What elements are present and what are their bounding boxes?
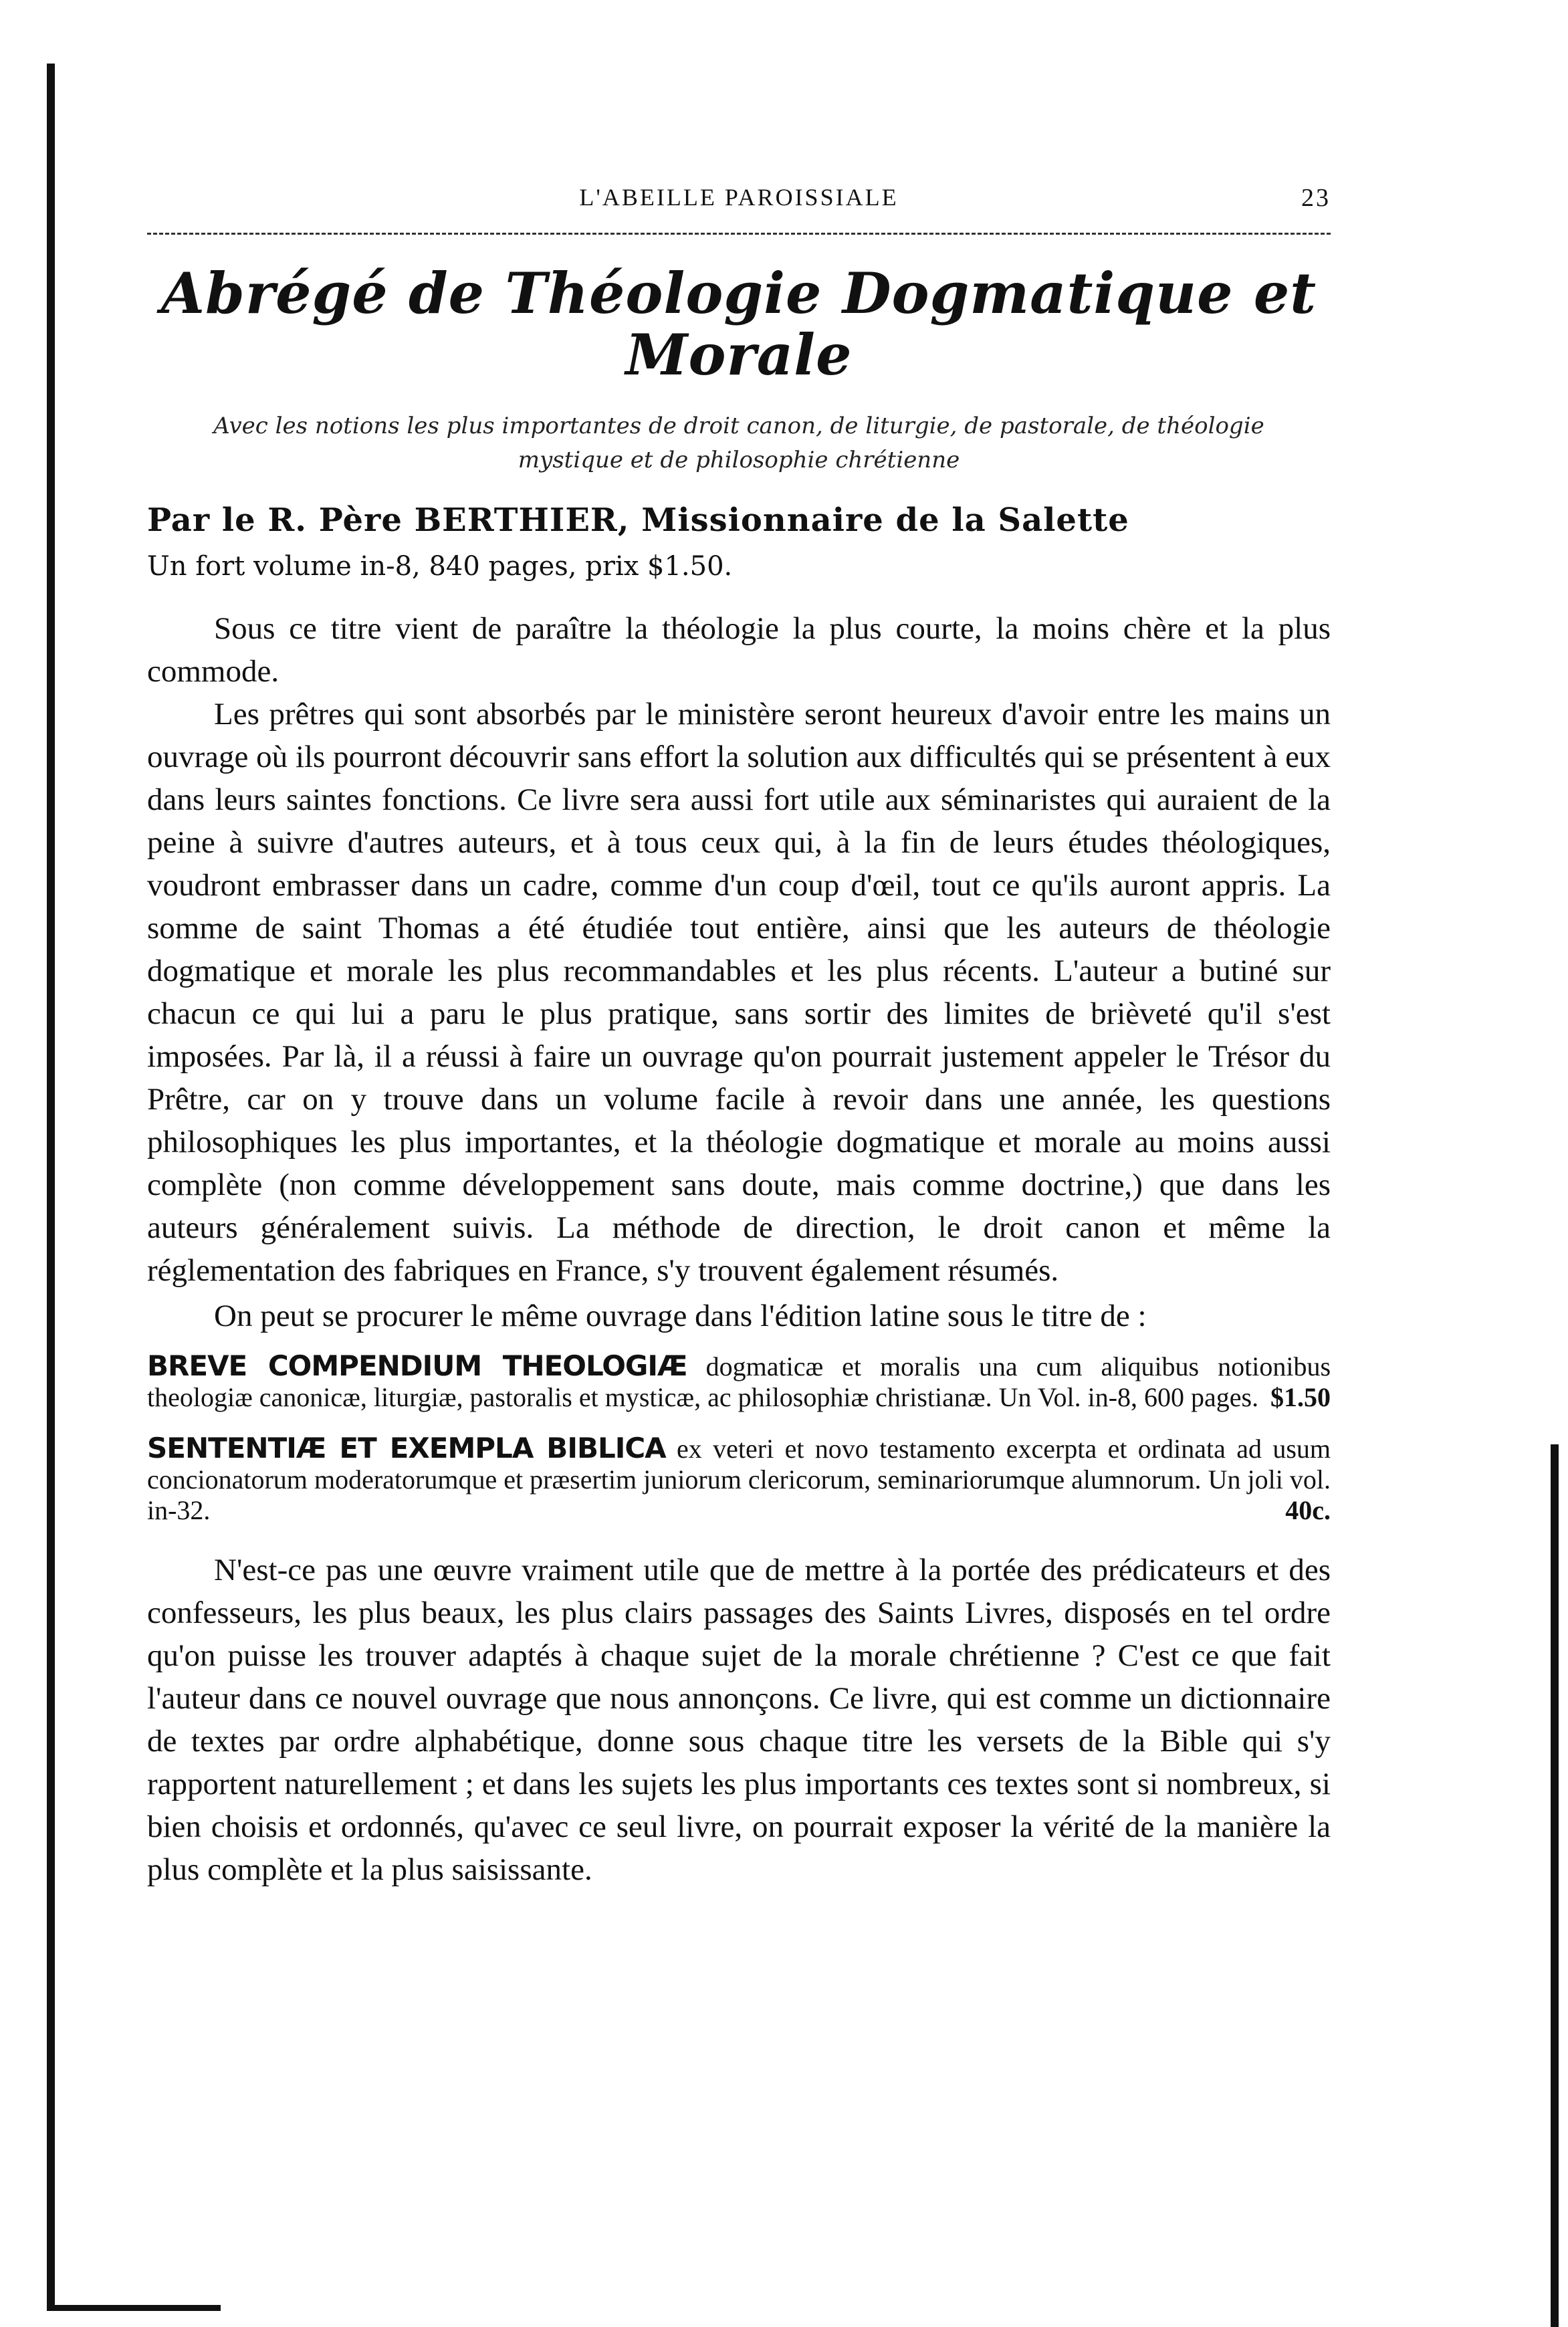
page [147,181,1331,1891]
author-line: Par le R. Père BERTHIER, Missionnaire de la Salette [147,501,1129,539]
book-entry [147,1351,1331,1413]
book-description: ex veteri et novo testamento excerpta et ordinata ad usum concionatorum moderatorumque et præsertim juniorum clericorum, seminariorumque alumnorum. Un joli vol. in-32. [147,1433,1331,1525]
book-title: BREVE COMPENDIUM THEOLOGIÆ [147,1349,687,1382]
book-title: SENTENTIÆ ET EXEMPLA BIBLICA [147,1431,666,1464]
book-description: dogmaticæ et moralis una cum aliquibus notionibus theologiæ canonicæ, liturgiæ, pastoralis et mysticæ, ac philosophiæ christianæ. Un Vol. in-8, 600 pages. [147,1351,1331,1412]
book-list [147,1351,1331,1526]
page-number: 23 [1301,184,1331,212]
paragraph-closing: N'est-ce pas une œuvre vraiment utile que de mettre à la portée des prédicateurs et des confesseurs, les plus beaux, les plus clairs passages des Saints Livres, disposés en tel ordre qu'on puisse les trouver adaptés à chaque sujet de la morale chrétienne ? C'est ce que fait l'auteur dans ce nouvel ouvrage que nous annonçons. Ce livre, qui est comme un dictionnaire de textes par ordre alphabétique, donne sous chaque titre les versets de la Bible qui s'y rapportent naturellement ; et dans les sujets les plus importants ces textes sont si nombreux, si bien choisis et ordonnés, qu'avec ce seul livre, on pourrait exposer la vérité de la manière la plus complète et la plus saisissante. [147,1552,1331,1887]
book-price: $1.50 [1270,1381,1331,1412]
header-rule [147,233,1331,235]
paragraph-intro: Sous ce titre vient de paraître la théologie la plus courte, la moins chère et la plus commode. [147,611,1331,689]
article-title: Abrégé de Théologie Dogmatique et Morale [160,260,1317,389]
book-price: 40c. [1285,1494,1331,1525]
running-head [147,181,1331,221]
book-entry [147,1433,1331,1526]
format-line: Un fort volume in-8, 840 pages, prix $1.50. [147,550,733,582]
article-subtitle: Avec les notions les plus importantes de droit canon, de liturgie, de pastorale, de théologie mystique et de philosophie chrétienne [213,412,1264,473]
paragraph-latin-edition: On peut se procurer le même ouvrage dans l'édition latine sous le titre de : [214,1298,1147,1333]
scan-border-right [1551,1444,1559,2327]
paragraph-description: Les prêtres qui sont absorbés par le ministère seront heureux d'avoir entre les mains un ouvrage où ils pourront découvrir sans effort la solution aux difficultés qui se présentent à eux dans leurs saintes fonctions. Ce livre sera aussi fort utile aux séminaristes qui auraient de la peine à suivre d'autres auteurs, et à tous ceux qui, à la fin de leurs études théologiques, voudront embrasser dans un cadre, comme d'un coup d'œil, tout ce qu'ils auront appris. La somme de saint Thomas a été étudiée tout entière, ainsi que les auteurs de théologie dogmatique et morale les plus recommandables et les plus récents. L'auteur a butiné sur chacun ce qui lui a paru le plus pratique, sans sortir des limites de brièveté qu'il s'est imposées. Par là, il a réussi à faire un ouvrage qu'on pourrait justement appeler le Trésor du Prêtre, car on y trouve dans un volume facile à revoir dans une année, les questions philosophiques les plus importantes, et la théologie dogmatique et morale au moins aussi complète (non comme développement sans doute, mais comme doctrine,) que dans les auteurs généralement suivis. La méthode de direction, le droit canon et même la réglementation des fabriques en France, s'y trouvent également résumés. [147,696,1331,1288]
scan-border-bottom [47,2305,221,2311]
scan-border-left [47,64,55,2310]
running-head-title: L'ABEILLE PAROISSIALE [579,184,899,211]
